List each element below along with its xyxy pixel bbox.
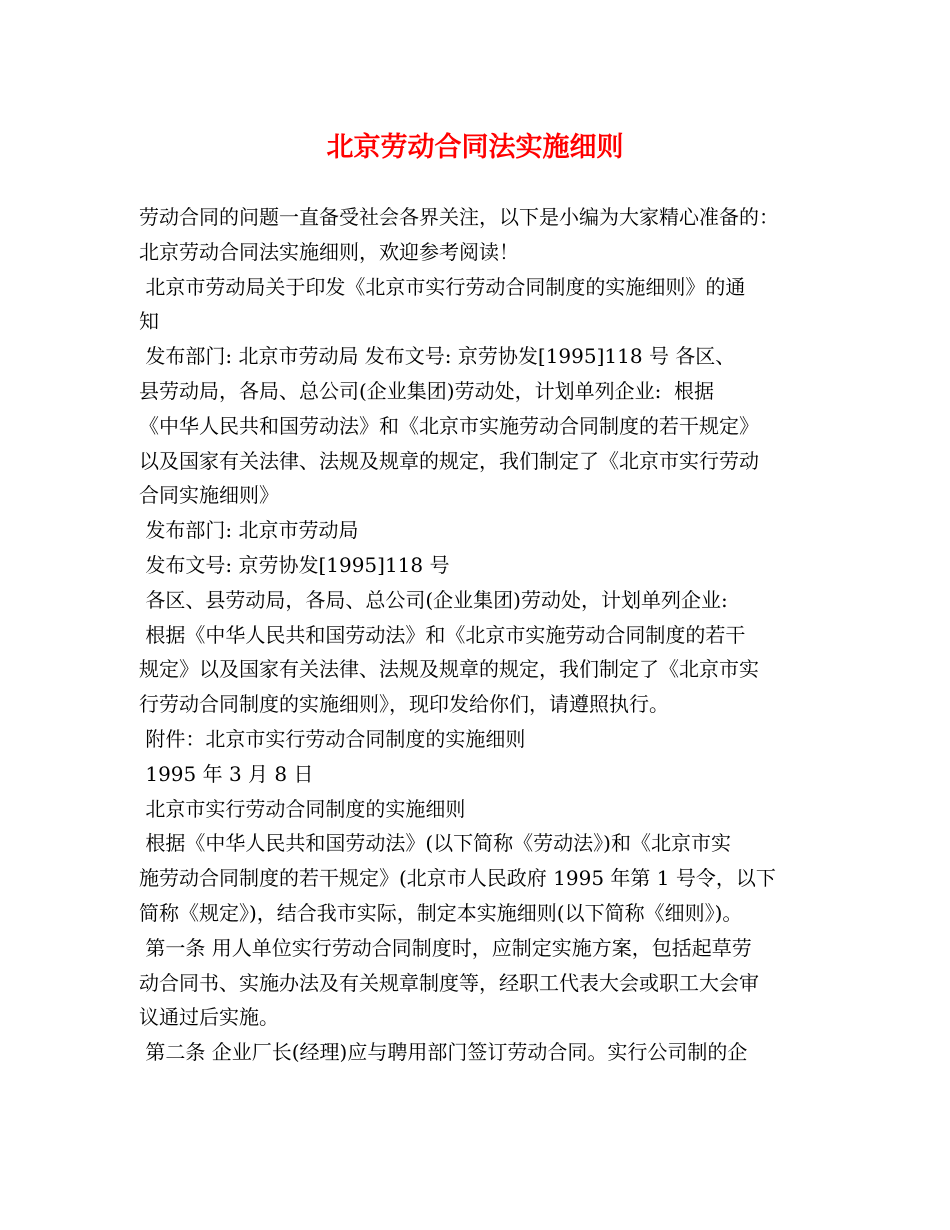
text-line: 以及国家有关法律、法规及规章的规定，我们制定了《北京市实行劳动 [139,448,759,473]
text-line: 根据《中华人民共和国劳动法》(以下简称《劳动法》)和《北京市实 [139,831,731,856]
text-line: 行劳动合同制度的实施细则》，现印发给你们，请遵照执行。 [139,692,669,717]
text-line: 附件：北京市实行劳动合同制度的实施细则 [139,726,526,751]
text-line: 合同实施细则》 [139,483,279,508]
text-line: 动合同书、实施办法及有关规章制度等，经职工代表大会或职工大会审 [139,970,759,995]
text-line: 第一条 用人单位实行劳动合同制度时，应制定实施方案，包括起草劳 [139,935,752,960]
text-line: 知 [139,309,159,334]
text-line: 第二条 企业厂长(经理)应与聘用部门签订劳动合同。实行公司制的企 [139,1040,748,1065]
text-line: 北京市实行劳动合同制度的实施细则 [139,796,466,821]
text-line: 1995 年 3 月 8 日 [139,761,314,786]
text-line: 北京市劳动局关于印发《北京市实行劳动合同制度的实施细则》的通 [139,274,746,299]
text-line: 施劳动合同制度的若干规定》(北京市人民政府 1995 年第 1 号令，以下 [139,866,776,891]
text-line: 规定》以及国家有关法律、法规及规章的规定，我们制定了《北京市实 [139,657,759,682]
text-line: 根据《中华人民共和国劳动法》和《北京市实施劳动合同制度的若干 [139,622,746,647]
text-line: 简称《规定》)，结合我市实际，制定本实施细则(以下简称《细则》)。 [139,900,743,925]
document-body [139,200,829,1070]
text-line: 《中华人民共和国劳动法》和《北京市实施劳动合同制度的若干规定》 [139,413,759,438]
text-line: 议通过后实施。 [139,1005,279,1030]
document-title: 北京劳动合同法实施细则 [326,132,624,163]
text-line: 发布部门: 北京市劳动局 发布文号: 京劳协发[1995]118 号 各区、 [139,344,736,369]
text-line: 县劳动局，各局、总公司(企业集团)劳动处，计划单列企业: 根据 [139,378,715,403]
text-line: 各区、县劳动局，各局、总公司(企业集团)劳动处，计划单列企业: [139,587,728,612]
text-line: 发布部门: 北京市劳动局 [139,518,359,543]
text-line: 北京劳动合同法实施细则，欢迎参考阅读！ [139,239,519,264]
text-line: 发布文号: 京劳协发[1995]118 号 [139,552,450,577]
text-line: 劳动合同的问题一直备受社会各界关注，以下是小编为大家精心准备的： [139,205,779,229]
